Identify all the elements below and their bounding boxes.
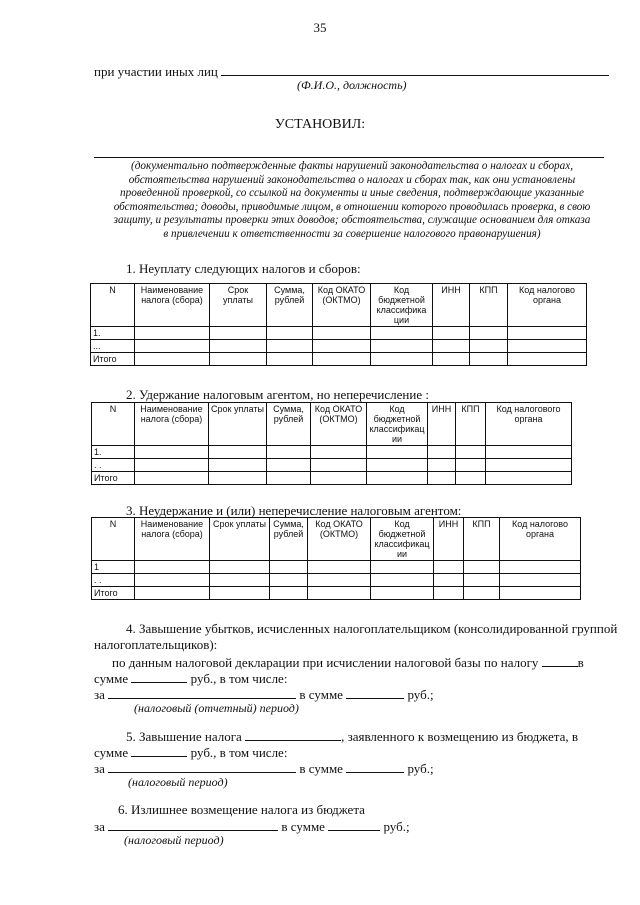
table-cell[interactable] (464, 587, 500, 600)
header-cell: Код ОКАТО (ОКТМО) (311, 403, 367, 446)
header-cell: Наименование налога (сбора) (135, 518, 210, 561)
row-label: ... (91, 340, 135, 353)
facts-caption-line: в привлечении к ответственности за совершение налогового правонарушения) (163, 227, 541, 240)
table-cell[interactable] (434, 561, 464, 574)
table-row (91, 327, 587, 340)
table-cell[interactable] (311, 472, 367, 485)
table-cell[interactable] (434, 574, 464, 587)
table-header-row (91, 284, 587, 327)
sum-blank[interactable] (131, 670, 187, 683)
section6-title: 6. Излишнее возмещение налога из бюджета (118, 802, 365, 817)
header-cell: ИНН (428, 403, 456, 446)
table-row (91, 340, 587, 353)
header-cell: Срок уплаты (210, 518, 270, 561)
section4-line3-text: по данным налоговой декларации при исчислении налоговой базы по налогу (112, 655, 539, 670)
section5-in-sum-label: в сумме (299, 761, 343, 776)
section4-line3 (112, 654, 584, 671)
table-cell[interactable] (486, 446, 572, 459)
section1-title: 1. Неуплату следующих налогов и сборов: (126, 261, 361, 276)
table-cell[interactable] (210, 574, 270, 587)
section4-line1: 4. Завышение убытков, исчисленных налогоплательщиком (консолидированной группой (126, 621, 618, 636)
amount-blank[interactable] (346, 760, 404, 773)
table-cell[interactable] (210, 561, 270, 574)
section4-caption: (налоговый (отчетный) период) (134, 701, 299, 715)
table-header-row (92, 403, 572, 446)
table-cell[interactable] (209, 446, 267, 459)
section5-line1 (126, 728, 578, 745)
table-cell[interactable] (135, 446, 209, 459)
table-cell[interactable] (367, 472, 428, 485)
header-cell: Срок уплаты (209, 403, 267, 446)
table-cell[interactable] (508, 327, 587, 340)
table-cell[interactable] (135, 472, 209, 485)
table-cell[interactable] (470, 327, 508, 340)
header-cell: КПП (456, 403, 486, 446)
table-cell[interactable] (267, 353, 313, 366)
table-cell[interactable] (500, 587, 581, 600)
table-cell[interactable] (371, 327, 433, 340)
table-cell[interactable] (135, 561, 210, 574)
section3-table (91, 517, 581, 600)
table-cell[interactable] (428, 446, 456, 459)
section5-line2 (94, 744, 287, 761)
section4-line2: налогоплательщиков): (94, 637, 218, 652)
header-cell: Сумма, рублей (270, 518, 308, 561)
row-label: Итого (92, 587, 135, 600)
table-cell[interactable] (371, 587, 434, 600)
table-cell[interactable] (210, 353, 267, 366)
table-cell[interactable] (428, 472, 456, 485)
period-blank[interactable] (108, 686, 296, 699)
table-cell[interactable] (308, 587, 371, 600)
table-cell[interactable] (371, 561, 434, 574)
table-cell[interactable] (135, 340, 210, 353)
header-cell: ИНН (434, 518, 464, 561)
header-cell: Наименование налога (сбора) (135, 403, 209, 446)
header-cell: КПП (464, 518, 500, 561)
table-cell[interactable] (367, 459, 428, 472)
header-cell: Код налогового органа (486, 403, 572, 446)
table-cell[interactable] (267, 472, 311, 485)
header-cell: Код бюджетной классификац ии (371, 518, 434, 561)
table-cell[interactable] (470, 353, 508, 366)
table-cell[interactable] (486, 472, 572, 485)
table-cell[interactable] (308, 574, 371, 587)
table-cell[interactable] (433, 327, 470, 340)
table-cell[interactable] (428, 459, 456, 472)
row-label: . . (92, 459, 135, 472)
section5-title-end: , заявленного к возмещению из бюджета, в (341, 729, 579, 744)
table-cell[interactable] (210, 327, 267, 340)
section5-sum-label: сумме (94, 745, 129, 760)
table-cell[interactable] (313, 353, 371, 366)
table-cell[interactable] (508, 353, 587, 366)
row-label: Итого (91, 353, 135, 366)
table-cell[interactable] (311, 446, 367, 459)
facts-caption-line: обстоятельства; доводы, приводимые лицом, в отношении которого проводилась проверка, в свою (113, 200, 591, 213)
header-cell: N (92, 518, 135, 561)
participation-blank[interactable] (221, 63, 609, 76)
table-cell[interactable] (371, 574, 434, 587)
facts-caption-line: проведенной проверкой, со ссылкой на документы и иные сведения, подтверждающие указанные (120, 187, 584, 200)
table-cell[interactable] (267, 340, 313, 353)
table-cell[interactable] (464, 574, 500, 587)
table-cell[interactable] (210, 340, 267, 353)
tax-name-blank[interactable] (245, 728, 341, 741)
table-cell[interactable] (308, 561, 371, 574)
section6-in-sum-label: в сумме (281, 819, 325, 834)
table-cell[interactable] (209, 459, 267, 472)
section6-rub-end: руб.; (383, 819, 410, 834)
tax-name-blank[interactable] (542, 654, 578, 667)
section5-period-label: за (94, 761, 105, 776)
table-cell[interactable] (270, 574, 308, 587)
header-cell: N (92, 403, 135, 446)
table-cell[interactable] (464, 561, 500, 574)
table-cell[interactable] (313, 327, 371, 340)
table-cell[interactable] (434, 587, 464, 600)
table-cell[interactable] (135, 574, 210, 587)
table-header-row (92, 518, 581, 561)
table-cell[interactable] (456, 472, 486, 485)
header-cell: Код налогово органа (500, 518, 581, 561)
table-cell[interactable] (270, 587, 308, 600)
header-cell: КПП (470, 284, 508, 327)
table-cell[interactable] (135, 459, 209, 472)
section4-rub-label: руб., в том числе: (190, 671, 288, 686)
header-cell: Код бюджетной классифика ции (371, 284, 433, 327)
table-cell[interactable] (500, 561, 581, 574)
table-cell[interactable] (267, 446, 311, 459)
facts-caption-line: обстоятельства нарушений законодательства о налогах и сборах так, как они установлены (128, 173, 576, 186)
table-cell[interactable] (209, 472, 267, 485)
table-row (92, 561, 581, 574)
section6-caption: (налоговый период) (124, 833, 224, 847)
table-row (92, 574, 581, 587)
section5-caption: (налоговый период) (128, 775, 228, 789)
header-cell: Срок уплаты (210, 284, 267, 327)
row-label: . . (92, 574, 135, 587)
table-row (92, 587, 581, 600)
table-cell[interactable] (267, 459, 311, 472)
section3-title: 3. Неудержание и (или) неперечисление налоговым агентом: (126, 503, 462, 518)
heading-ustanovil: УСТАНОВИЛ: (274, 117, 366, 132)
table-cell[interactable] (500, 574, 581, 587)
row-label: Итого (92, 472, 135, 485)
table-cell[interactable] (456, 446, 486, 459)
table-cell[interactable] (267, 327, 313, 340)
table-cell[interactable] (508, 340, 587, 353)
table-row (92, 472, 572, 485)
table-cell[interactable] (135, 327, 210, 340)
facts-blank-line[interactable] (94, 157, 604, 158)
section2-table (91, 402, 572, 485)
section4-rub-end: руб.; (407, 687, 434, 702)
amount-blank[interactable] (346, 686, 404, 699)
header-cell: Код ОКАТО (ОКТМО) (313, 284, 371, 327)
amount-blank[interactable] (328, 818, 380, 831)
table-row (92, 459, 572, 472)
header-cell: Сумма, рублей (267, 403, 311, 446)
row-label: 1. (91, 327, 135, 340)
table-row (92, 446, 572, 459)
table-cell[interactable] (433, 353, 470, 366)
header-cell: Код налогово органа (508, 284, 587, 327)
sum-blank[interactable] (131, 744, 187, 757)
header-cell: N (91, 284, 135, 327)
facts-caption-line: (документально подтвержденные факты нарушений законодательства о налогах и сборах, (130, 160, 574, 172)
row-label: 1 (92, 561, 135, 574)
row-label: 1. (92, 446, 135, 459)
header-cell: Код ОКАТО (ОКТМО) (308, 518, 371, 561)
participation-label: при участии иных лиц (94, 64, 218, 79)
section4-period-label: за (94, 687, 105, 702)
facts-caption-line: защиту, и результаты проверки этих доводов; обстоятельства, служащие основанием для отказа (113, 214, 591, 227)
table-cell[interactable] (135, 587, 210, 600)
table-cell[interactable] (311, 459, 367, 472)
table-row (91, 353, 587, 366)
table-cell[interactable] (371, 340, 433, 353)
section5-rub-end: руб.; (407, 761, 434, 776)
section6-period-label: за (94, 819, 105, 834)
period-blank[interactable] (108, 760, 296, 773)
header-cell: Наименование налога (сбора) (135, 284, 210, 327)
table-cell[interactable] (270, 561, 308, 574)
section5-title: 5. Завышение налога (126, 729, 242, 744)
table-cell[interactable] (313, 340, 371, 353)
participation-caption: (Ф.И.О., должность) (297, 78, 407, 92)
table-cell[interactable] (210, 587, 270, 600)
table-cell[interactable] (367, 446, 428, 459)
section4-line3-end: в (577, 655, 584, 670)
table-cell[interactable] (470, 340, 508, 353)
header-cell: ИНН (433, 284, 470, 327)
section5-rub-label: руб., в том числе: (190, 745, 288, 760)
section4-in-sum-label: в сумме (299, 687, 343, 702)
table-cell[interactable] (456, 459, 486, 472)
period-blank[interactable] (108, 818, 278, 831)
table-cell[interactable] (433, 340, 470, 353)
section4-sum-label: сумме (94, 671, 129, 686)
table-cell[interactable] (135, 353, 210, 366)
header-cell: Сумма, рублей (267, 284, 313, 327)
facts-caption (100, 160, 604, 242)
header-cell: Код бюджетной классификац ии (367, 403, 428, 446)
section4-line4 (94, 670, 287, 687)
table-cell[interactable] (371, 353, 433, 366)
page-number: 35 (313, 20, 327, 35)
section1-table (90, 283, 587, 366)
table-cell[interactable] (486, 459, 572, 472)
section2-title: 2. Удержание налоговым агентом, но неперечисление : (126, 387, 429, 402)
